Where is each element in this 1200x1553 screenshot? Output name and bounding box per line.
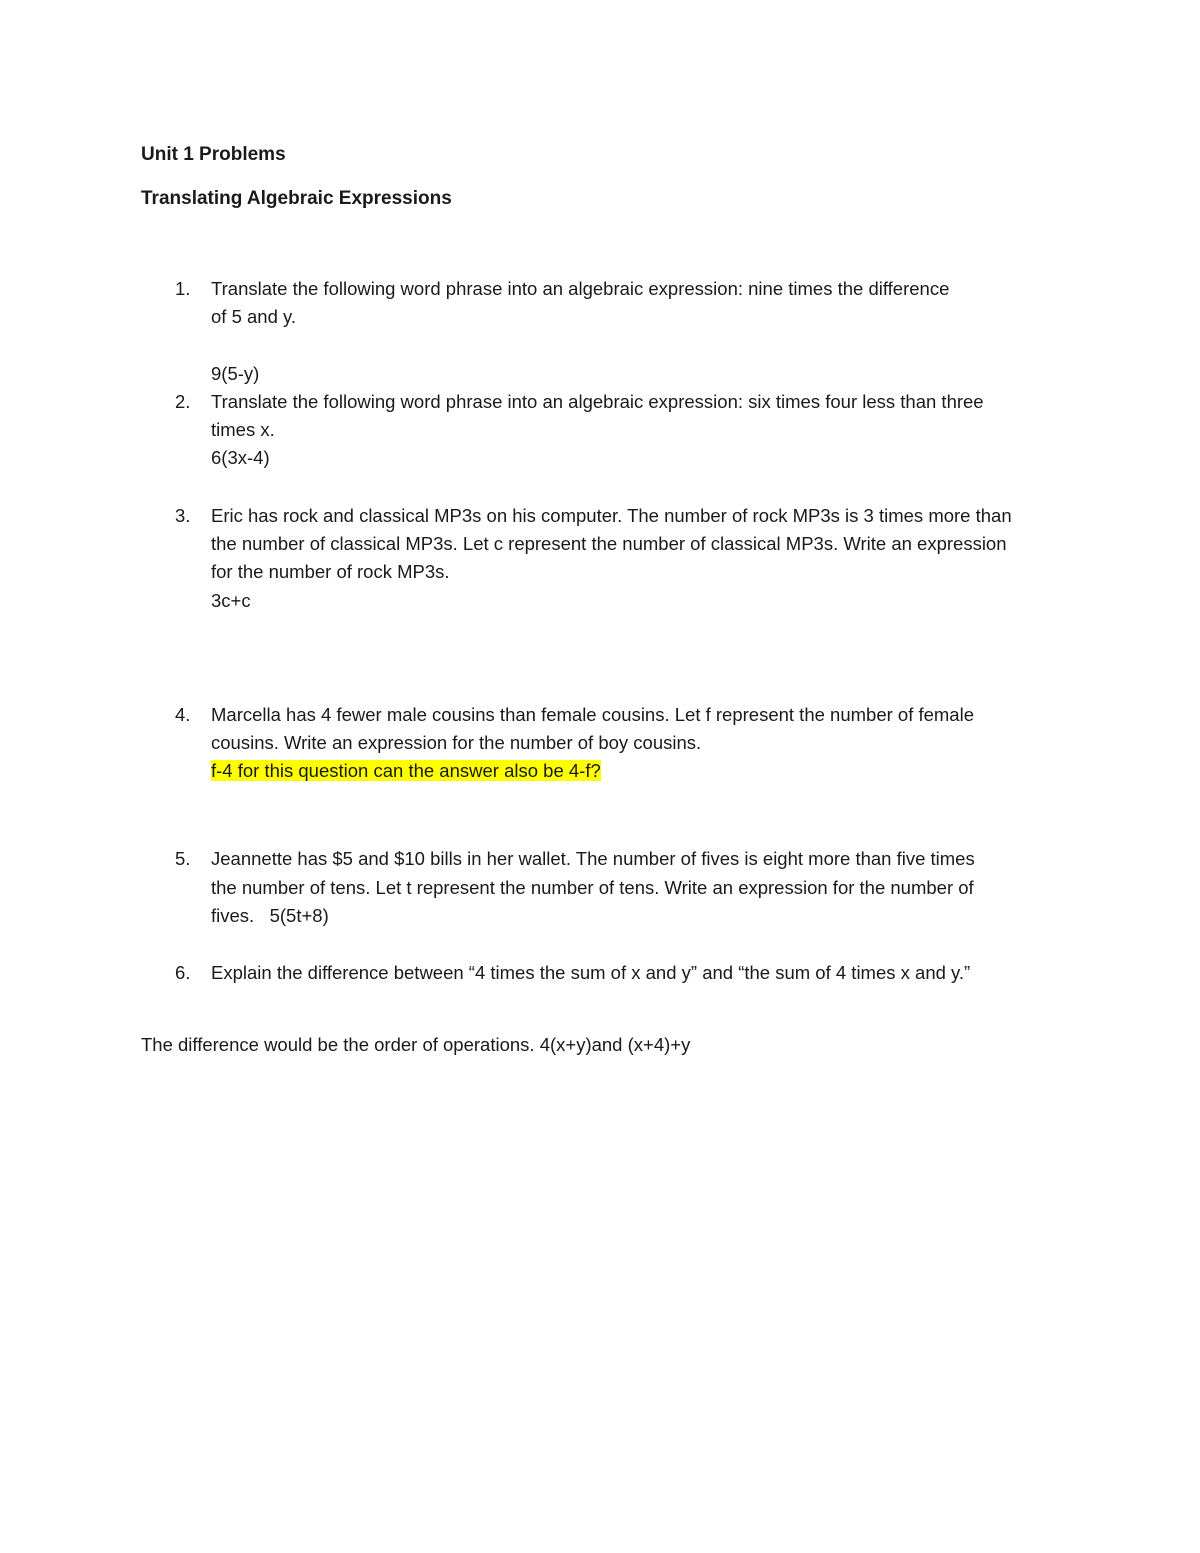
problem-2-text-line-2: times x. bbox=[211, 419, 275, 440]
problem-2-number: 2. bbox=[175, 391, 191, 412]
problem-2-answer: 6(3x-4) bbox=[211, 447, 270, 468]
problem-1-number: 1. bbox=[175, 278, 191, 299]
problem-4-answer-line bbox=[211, 759, 601, 783]
document-subtitle: Translating Algebraic Expressions bbox=[141, 188, 452, 209]
document-title: Unit 1 Problems bbox=[141, 144, 286, 165]
problem-4-text-line-2: cousins. Write an expression for the number of boy cousins. bbox=[211, 732, 702, 753]
problem-5-text-line-1: Jeannette has $5 and $10 bills in her wallet. The number of fives is eight more than five times bbox=[211, 848, 975, 869]
problem-1-text-line-2: of 5 and y. bbox=[211, 306, 297, 327]
problem-1-text-line-1: Translate the following word phrase into an algebraic expression: nine times the difference bbox=[211, 278, 950, 299]
problem-3-answer: 3c+c bbox=[211, 590, 251, 611]
problem-3-number: 3. bbox=[175, 505, 191, 526]
problem-5-number: 5. bbox=[175, 848, 191, 869]
problem-1-answer: 9(5-y) bbox=[211, 363, 260, 384]
problem-4-text-line-1: Marcella has 4 fewer male cousins than female cousins. Let f represent the number of female bbox=[211, 704, 974, 725]
problem-6-text-line-1: Explain the difference between “4 times the sum of x and y” and “the sum of 4 times x and y.” bbox=[211, 962, 971, 983]
problem-3-text-line-1: Eric has rock and classical MP3s on his computer. The number of rock MP3s is 3 times more than bbox=[211, 505, 1012, 526]
problem-2-text-line-1: Translate the following word phrase into an algebraic expression: six times four less than three bbox=[211, 391, 984, 412]
problem-4-answer-highlight: f-4 for this question can the answer also be 4-f? bbox=[211, 760, 601, 781]
problem-3-text-line-3: for the number of rock MP3s. bbox=[211, 561, 450, 582]
problem-5-text-line-3: fives. 5(5t+8) bbox=[211, 905, 329, 926]
problem-4-number: 4. bbox=[175, 704, 191, 725]
problem-3-text-line-2: the number of classical MP3s. Let c represent the number of classical MP3s. Write an expression bbox=[211, 533, 1007, 554]
closing-answer: The difference would be the order of operations. 4(x+y)and (x+4)+y bbox=[141, 1034, 691, 1055]
problem-5-text-line-2: the number of tens. Let t represent the number of tens. Write an expression for the number of bbox=[211, 877, 974, 898]
problem-6-number: 6. bbox=[175, 962, 191, 983]
